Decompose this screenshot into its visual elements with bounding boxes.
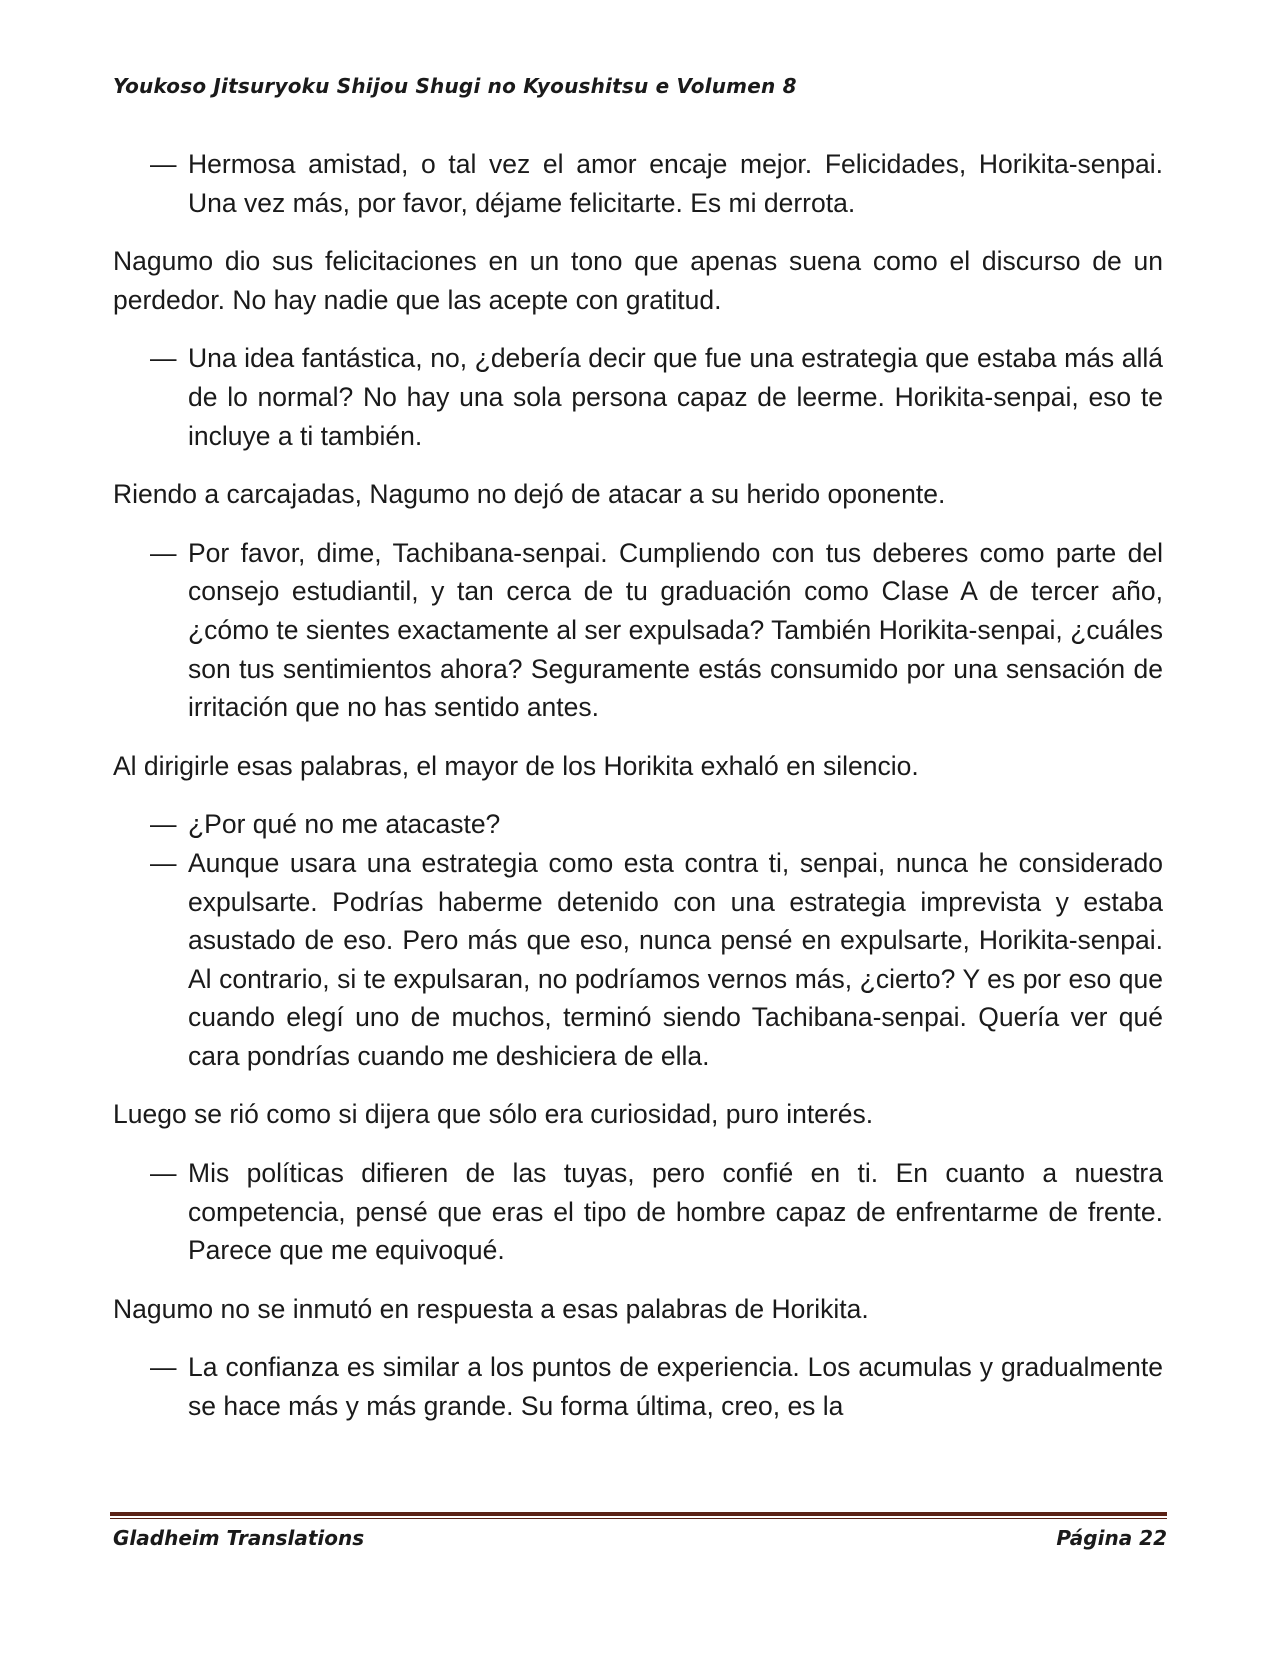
dialogue-block [113, 1154, 1163, 1270]
dialogue-text: ¿Por qué no me atacaste? [188, 809, 501, 840]
narration-paragraph: Luego se rió como si dijera que sólo era curiosidad, puro interés. [113, 1099, 874, 1130]
footer-translator-credit: Gladheim Translations [113, 1526, 365, 1550]
dialogue-text: Mis políticas difieren de las tuyas, pero confié en ti. En cuanto a nuestra competencia, pensé que eras el tipo de hombre capaz de enfrentarme de frente. Parece que me equivoqué. [188, 1158, 1163, 1266]
footer-divider-thin [110, 1518, 1167, 1519]
dialogue-block [113, 805, 1163, 1075]
dialogue-text: Hermosa amistad, o tal vez el amor encaje mejor. Felicidades, Horikita-senpai. Una vez más, por favor, déjame felicitarte. Es mi derrota. [188, 149, 1163, 218]
dialogue-line [113, 1154, 1163, 1270]
narration-paragraph: Nagumo no se inmutó en respuesta a esas palabras de Horikita. [113, 1293, 869, 1324]
page-header-title: Youkoso Jitsuryoku Shijou Shugi no Kyoushitsu e Volumen 8 [113, 74, 797, 98]
dialogue-text: Por favor, dime, Tachibana-senpai. Cumpliendo con tus deberes como parte del consejo estudiantil, y tan cerca de tu graduación como Clase A de tercer año, ¿cómo te sientes exactamente al ser expulsada? También Horikita-senpai, ¿cuáles son tus sentimientos ahora? Seguramente estás consumido por una sensación de irritación que no has sentido antes. [188, 537, 1163, 723]
dialogue-text: Aunque usara una estrategia como esta contra ti, senpai, nunca he considerado expulsarte. Podrías haberme detenido con una estrategia imprevista y estaba asustado de eso. Pero más que eso, nunca pensé en expulsarte, Horikita-senpai. Al contrario, si te expulsaran, no podríamos vernos más, ¿cierto? Y es por eso que cuando elegí uno de muchos, terminó siendo Tachibana-senpai. Quería ver qué cara pondrías cuando me deshiciera de ella. [188, 847, 1163, 1071]
dialogue-block [113, 534, 1163, 727]
dialogue-dash: — [150, 537, 177, 568]
dialogue-dash: — [150, 1158, 177, 1189]
narration-paragraph: Nagumo dio sus felicitaciones en un tono que apenas suena como el discurso de un perdedor. No hay nadie que las acepte con gratitud. [113, 246, 1163, 315]
dialogue-line [113, 844, 1163, 1076]
dialogue-dash: — [150, 847, 177, 878]
dialogue-block [113, 1348, 1163, 1425]
dialogue-line [113, 534, 1163, 727]
dialogue-line [113, 805, 1163, 844]
footer-divider-thick [110, 1512, 1167, 1516]
dialogue-text: Una idea fantástica, no, ¿debería decir que fue una estrategia que estaba más allá de lo normal? No hay una sola persona capaz de leerme. Horikita-senpai, eso te incluye a ti también. [188, 343, 1163, 451]
dialogue-dash: — [150, 149, 177, 179]
page-body [113, 145, 1163, 1446]
dialogue-line [113, 145, 1163, 222]
dialogue-block [113, 145, 1163, 222]
dialogue-block [113, 339, 1163, 455]
footer-page-number: Página 22 [1056, 1526, 1167, 1550]
dialogue-line [113, 1348, 1163, 1425]
dialogue-line [113, 339, 1163, 455]
dialogue-dash: — [150, 1352, 177, 1383]
dialogue-text: La confianza es similar a los puntos de experiencia. Los acumulas y gradualmente se hace más y más grande. Su forma última, creo, es la [188, 1352, 1163, 1422]
dialogue-dash: — [150, 809, 177, 840]
dialogue-dash: — [150, 343, 177, 374]
narration-paragraph: Al dirigirle esas palabras, el mayor de los Horikita exhaló en silencio. [113, 750, 919, 781]
narration-paragraph: Riendo a carcajadas, Nagumo no dejó de atacar a su herido oponente. [113, 479, 946, 510]
